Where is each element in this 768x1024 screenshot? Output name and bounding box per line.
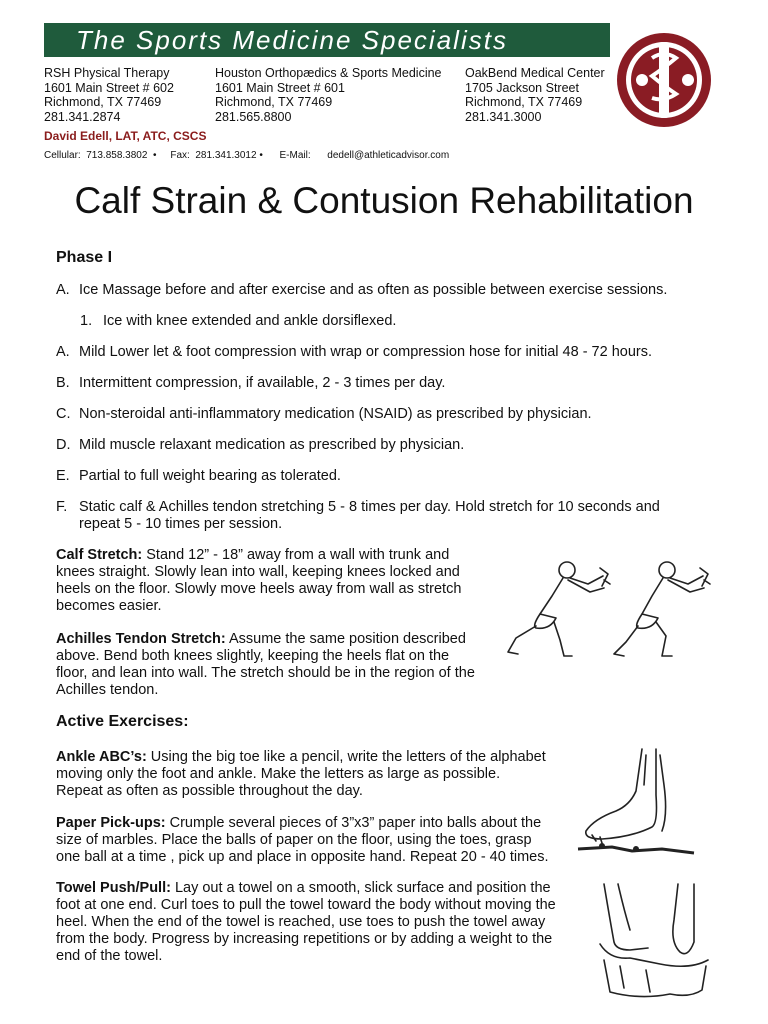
item-text: Partial to full weight bearing as tolerated. [79, 468, 341, 484]
text-line: Stand 12” - 18” away from a wall with trunk and [142, 547, 450, 563]
list-item [56, 499, 706, 533]
text-line: heel. When the end of the towel is reached, use toes to push the towel away [56, 914, 546, 930]
item-label: F. [56, 499, 68, 515]
item-label: 1. [80, 313, 93, 329]
text-line: Using the big toe like a pencil, write the letters of the alphabet [146, 749, 546, 765]
item-text: Static calf & Achilles tendon stretching 5 - 8 times per day. Hold stretch for 10 seconds and [79, 499, 660, 515]
location-houston-ortho [215, 66, 442, 124]
list-item [56, 282, 706, 299]
location-rsh [44, 66, 174, 124]
text-line: Crumple several pieces of 3”x3” paper into balls about the [165, 815, 542, 831]
list-item [56, 468, 706, 485]
location-city: Richmond, TX 77469 [44, 95, 162, 109]
calf-stretch-label: Calf Stretch: [56, 547, 143, 563]
text-line: Assume the same position described [225, 631, 466, 647]
contact-line: Cellular: 713.858.3802 • Fax: 281.341.3012 • E-Mail: dedell@athleticadvisor.com [44, 150, 450, 161]
header-banner: The Sports Medicine Specialists [44, 23, 610, 57]
paper-pickups-label: Paper Pick-ups: [56, 815, 166, 831]
item-label: C. [56, 406, 71, 422]
location-street: 1601 Main Street # 601 [215, 80, 345, 95]
calf-stretch-paragraph [56, 547, 461, 615]
page-title: Calf Strain & Contusion Rehabilitation [74, 180, 694, 221]
text-line: size of marbles. Place the balls of paper on the floor, using the toes, grasp [56, 832, 532, 848]
list-item [80, 313, 730, 330]
text-line: becomes easier. [56, 598, 162, 614]
text-line: moving only the foot and ankle. Make the letters as large as possible. [56, 766, 501, 782]
item-text: Ice with knee extended and ankle dorsiflexed. [103, 313, 397, 329]
text-line: above. Bend both knees slightly, keeping the heels flat on the [56, 648, 450, 664]
text-line: knees straight. Slowly lean into wall, keeping knees locked and [56, 564, 460, 580]
text-line: heels on the floor. Slowly move heels away from wall as stretch [56, 581, 462, 597]
location-street: 1705 Jackson Street [465, 80, 579, 95]
ankle-abcs-paragraph [56, 749, 546, 800]
achilles-stretch-figure [614, 562, 710, 656]
text-line: Achilles tendon. [56, 682, 159, 698]
calf-stretch-figure [508, 562, 610, 656]
location-name: RSH Physical Therapy [44, 66, 170, 80]
towel-push-pull-paragraph [56, 880, 556, 965]
achilles-stretch-label: Achilles Tendon Stretch: [56, 631, 226, 647]
location-phone: 281.341.2874 [44, 109, 121, 124]
item-label: A. [56, 282, 70, 298]
wall-stretch-illustration [500, 556, 730, 668]
location-street: 1601 Main Street # 602 [44, 80, 174, 95]
item-label: E. [56, 468, 70, 484]
location-oakbend [465, 66, 605, 124]
towel-foot-illustration [590, 880, 720, 1010]
paper-pickup-foot-illustration [572, 745, 712, 860]
text-line: one ball at a time , pick up and place in opposite hand. Repeat 20 - 40 times. [56, 849, 549, 865]
location-name: Houston Orthopædics & Sports Medicine [215, 66, 442, 80]
item-text: Non-steroidal anti-inflammatory medication (NSAID) as prescribed by physician. [79, 406, 592, 422]
list-item [56, 406, 706, 423]
item-label: D. [56, 437, 71, 453]
list-item [56, 344, 706, 361]
list-item [56, 375, 706, 392]
item-text: Intermittent compression, if available, 2 - 3 times per day. [79, 375, 446, 391]
item-text: Mild muscle relaxant medication as prescribed by physician. [79, 437, 465, 453]
item-text: Mild Lower let & foot compression with wrap or compression hose for initial 48 - 72 hours. [79, 344, 653, 360]
item-label: A. [56, 344, 70, 360]
text-line: from the body. Progress by increasing repetitions or by adding a weight to the [56, 931, 553, 947]
location-name: OakBend Medical Center [465, 66, 605, 80]
achilles-stretch-paragraph [56, 631, 475, 699]
text-line: Repeat as often as possible throughout the day. [56, 783, 363, 799]
list-item [56, 437, 706, 454]
text-line: Lay out a towel on a smooth, slick surface and position the [170, 880, 551, 896]
location-phone: 281.565.8800 [215, 109, 292, 124]
text-line: foot at one end. Curl toes to pull the towel toward the body without moving the [56, 897, 556, 913]
location-city: Richmond, TX 77469 [465, 95, 583, 109]
location-phone: 281.341.3000 [465, 109, 542, 124]
sports-medicine-logo-icon [612, 28, 716, 132]
ankle-abcs-label: Ankle ABC’s: [56, 749, 147, 765]
location-city: Richmond, TX 77469 [215, 95, 333, 109]
paper-pickups-paragraph [56, 815, 549, 866]
item-text: Ice Massage before and after exercise and as often as possible between exercise sessions. [79, 282, 668, 298]
item-label: B. [56, 375, 70, 391]
item-text-continued: repeat 5 - 10 times per session. [79, 516, 283, 532]
text-line: end of the towel. [56, 948, 163, 964]
text-line: floor, and lean into wall. The stretch should be in the region of the [56, 665, 475, 681]
doctor-name: David Edell, LAT, ATC, CSCS [44, 129, 207, 143]
active-exercises-heading: Active Exercises: [56, 713, 189, 730]
towel-push-pull-label: Towel Push/Pull: [56, 880, 171, 896]
phase-heading: Phase I [56, 249, 113, 266]
